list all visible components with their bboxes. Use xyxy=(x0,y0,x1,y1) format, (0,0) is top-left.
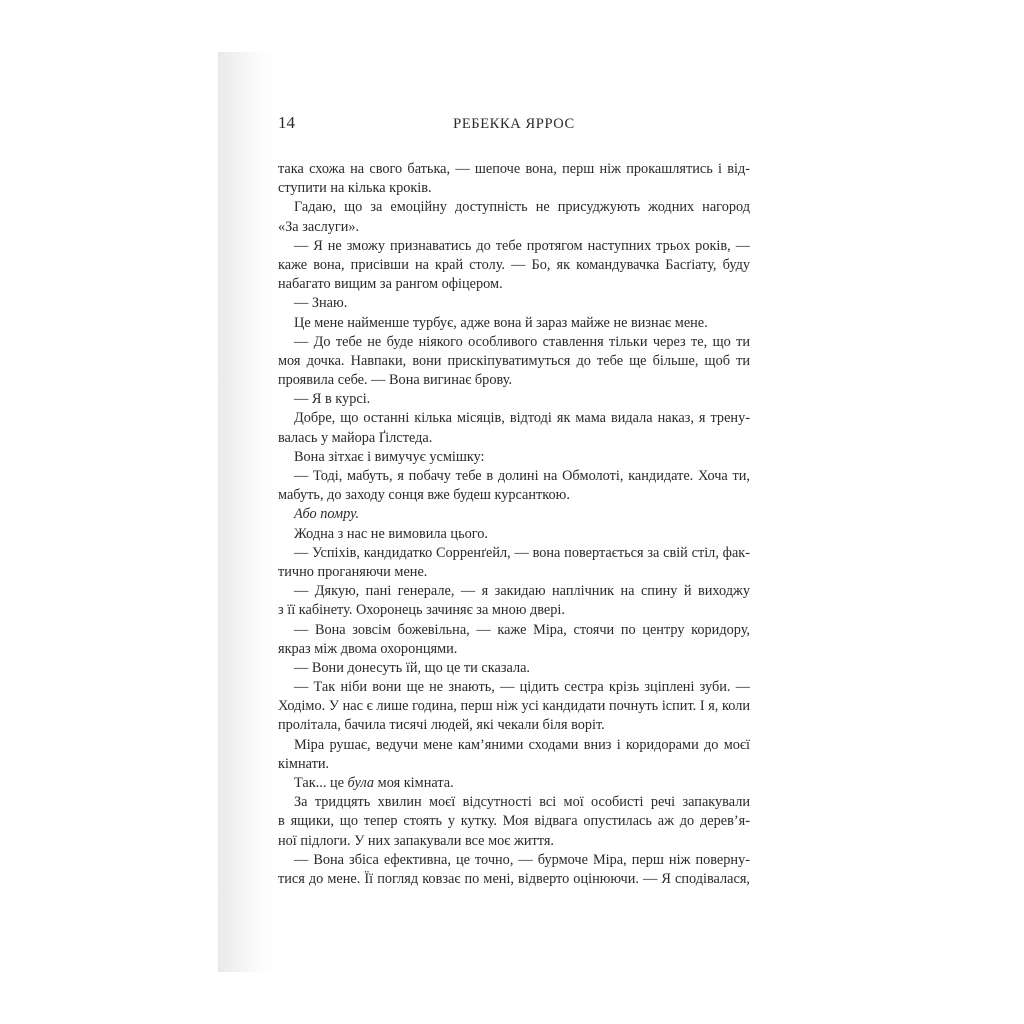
text-run: — Я в курсі. xyxy=(294,391,371,408)
text-run: Це мене найменше турбує, адже вона й зараз майже не визнає мене. xyxy=(294,314,708,331)
text-line xyxy=(278,640,750,659)
text-line xyxy=(278,218,750,237)
text-run: Так... це xyxy=(294,775,348,791)
text-run: Гадаю, що за емоційну доступність не присуджують жодних нагород xyxy=(294,199,750,216)
text-line xyxy=(278,467,750,486)
text-run: проявила себе. — Вона вигинає брову. xyxy=(278,372,513,389)
text-line xyxy=(278,774,750,793)
text-run: в ящики, що тепер стоять у кутку. Моя відвага опустилась аж до дерев’я- xyxy=(278,813,750,830)
text-run: — Успіхів, кандидатко Сорренґейл, — вона повертається за свій стіл, фак- xyxy=(294,544,750,561)
text-run: тично проганяючи мене. xyxy=(278,563,428,580)
text-run: тися до мене. Її погляд ковзає по мені, відверто оцінюючи. — Я сподівалася, xyxy=(278,870,750,887)
text-line xyxy=(278,563,750,582)
text-run: якраз між двома охоронцями. xyxy=(278,640,458,657)
text-line xyxy=(278,678,750,697)
text-line xyxy=(278,314,750,333)
text-line xyxy=(278,294,750,313)
page-number: 14 xyxy=(278,113,295,132)
text-line xyxy=(278,160,750,179)
text-line xyxy=(278,525,750,544)
text-run: — До тебе не буде ніякого особливого ставлення тільки через те, що ти xyxy=(294,333,750,350)
text-line xyxy=(278,409,750,428)
text-line xyxy=(278,198,750,217)
text-run: з її кабінету. Охоронець зачиняє за мною двері. xyxy=(278,602,565,619)
text-line xyxy=(278,390,750,409)
text-run: — Дякую, пані генерале, — я закидаю наплічник на спину й виходжу xyxy=(294,583,750,600)
book-author: РЕБЕККА ЯРРОС xyxy=(453,116,575,132)
text-run: Вона зітхає і вимучує усмішку: xyxy=(294,448,485,465)
text-line xyxy=(278,237,750,256)
text-line xyxy=(278,429,750,448)
text-line xyxy=(278,793,750,812)
text-line xyxy=(278,352,750,371)
text-run: мабуть, до заходу сонця вже будеш курсанткою. xyxy=(278,487,570,504)
text-run: каже вона, присівши на край столу. — Бо, як командувачка Басґіату, буду xyxy=(278,256,750,273)
text-run: пролітала, бачила тисячі людей, які чекали біля воріт. xyxy=(278,717,605,734)
text-run: — Вона зовсім божевільна, — каже Міра, стоячи по центру коридору, xyxy=(294,621,750,638)
text-run: — Вони донесуть їй, що це ти сказала. xyxy=(294,659,530,676)
text-line xyxy=(278,659,750,678)
text-run: — Знаю. xyxy=(294,295,348,312)
text-line xyxy=(278,333,750,352)
italic-text: Або помру. xyxy=(294,506,360,523)
text-line xyxy=(278,505,750,524)
text-line xyxy=(278,716,750,735)
text-line xyxy=(278,755,750,774)
text-line xyxy=(278,275,750,294)
text-run: Міра рушає, ведучи мене кам’яними сходами вниз і коридорами до моєї xyxy=(294,736,750,753)
text-line xyxy=(278,371,750,390)
text-run: Ходімо. У нас є лише година, перш ніж усі кандидати почнуть іспит. І я, коли xyxy=(278,698,750,715)
text-line xyxy=(278,697,750,716)
text-run: кімнати. xyxy=(278,755,330,772)
text-line xyxy=(278,256,750,275)
text-run: набагато вищим за рангом офіцером. xyxy=(278,276,503,293)
text-run: — Так ніби вони ще не знають, — цідить сестра крізь зціплені зуби. — xyxy=(294,679,750,696)
text-run: — Вона збіса ефективна, це точно, — бурмоче Міра, перш ніж поверну- xyxy=(294,851,750,868)
text-run: валась у майора Ґілстеда. xyxy=(278,429,433,446)
text-line xyxy=(278,736,750,755)
text-line xyxy=(278,812,750,831)
text-line xyxy=(278,179,750,198)
text-run: така схожа на свого батька, — шепоче вона, перш ніж прокашлятись і від- xyxy=(278,161,750,177)
text-line xyxy=(278,582,750,601)
text-run: — Тоді, мабуть, я побачу тебе в долині на Обмолоті, кандидате. Хоча ти, xyxy=(294,468,750,484)
text-line xyxy=(278,851,750,870)
running-head xyxy=(278,110,750,136)
text-run: «За заслуги». xyxy=(278,218,360,235)
text-line xyxy=(278,601,750,620)
text-line xyxy=(278,870,750,889)
text-run: моя дочка. Навпаки, вони прискіпуватимуться до тебе ще більше, щоб ти xyxy=(278,352,750,369)
text-run: Жодна з нас не вимовила цього. xyxy=(294,525,488,542)
text-run: ної підлоги. У них запакували все моє життя. xyxy=(278,832,554,849)
text-run: Добре, що останні кілька місяців, відтоді як мама видала наказ, я трену- xyxy=(294,410,750,427)
text-run: За тридцять хвилин моєї відсутності всі мої особисті речі запакували xyxy=(294,794,750,811)
text-line xyxy=(278,832,750,851)
text-line xyxy=(278,544,750,563)
body-text xyxy=(278,160,750,889)
text-run: ступити на кілька кроків. xyxy=(278,180,432,197)
text-line xyxy=(278,448,750,467)
text-run: моя кімната. xyxy=(374,775,454,791)
text-line xyxy=(278,621,750,640)
italic-text: була xyxy=(347,775,375,791)
text-line xyxy=(278,486,750,505)
text-run: — Я не зможу признаватись до тебе протягом наступних трьох років, — xyxy=(294,237,750,254)
